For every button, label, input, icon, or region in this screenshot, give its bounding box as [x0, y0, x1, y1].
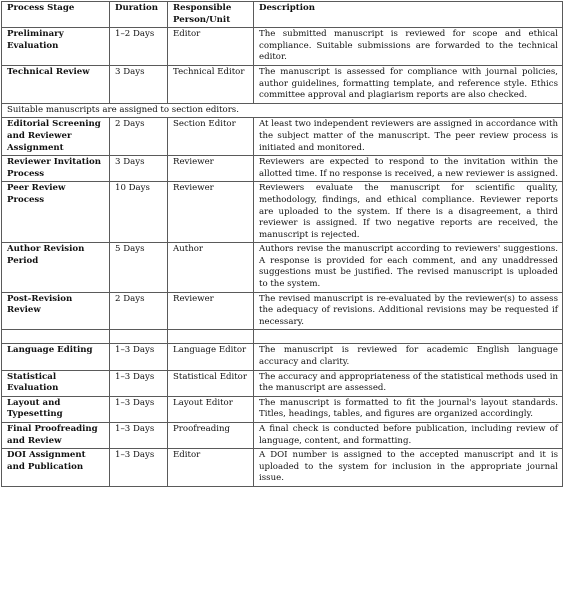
table-row: [2, 396, 563, 422]
table-row: [2, 449, 563, 487]
table-row: [2, 118, 563, 156]
duration-cell: 1–2 Days: [110, 28, 168, 66]
description-cell: A final check is conducted before publication, including review of language, content, and formatting.: [254, 423, 563, 449]
stage-cell: Preliminary Evaluation: [2, 28, 110, 66]
empty-cell: [110, 330, 168, 344]
description-cell: Reviewers are expected to respond to the invitation within the allotted time. If no response is received, a new reviewer is assigned.: [254, 156, 563, 182]
description-cell: The manuscript is formatted to fit the journal's layout standards. Titles, headings, tables, and figures are organized accordingly.: [254, 396, 563, 422]
duration-cell: 2 Days: [110, 118, 168, 156]
header-stage: Process Stage: [2, 2, 110, 28]
duration-cell: 1–3 Days: [110, 449, 168, 487]
table-row: [2, 344, 563, 370]
duration-cell: 1–3 Days: [110, 344, 168, 370]
note-cell: Suitable manuscripts are assigned to section editors.: [2, 103, 563, 118]
responsible-cell: Language Editor: [168, 344, 254, 370]
responsible-cell: Editor: [168, 449, 254, 487]
header-row: [2, 2, 563, 28]
responsible-cell: Statistical Editor: [168, 370, 254, 396]
stage-cell: Technical Review: [2, 65, 110, 103]
blank-row: [2, 330, 563, 344]
stage-cell: Author Revision Period: [2, 243, 110, 292]
table-row: [2, 370, 563, 396]
stage-cell: Editorial Screening and Reviewer Assignment: [2, 118, 110, 156]
header-description: Description: [254, 2, 563, 28]
duration-cell: 1–3 Days: [110, 423, 168, 449]
header-responsible: Responsible Person/Unit: [168, 2, 254, 28]
description-cell: A DOI number is assigned to the accepted manuscript and it is uploaded to the system for inclusion in the appropriate journal issue.: [254, 449, 563, 487]
responsible-cell: Section Editor: [168, 118, 254, 156]
empty-cell: [254, 330, 563, 344]
stage-cell: Reviewer Invitation Process: [2, 156, 110, 182]
duration-cell: 3 Days: [110, 156, 168, 182]
duration-cell: 1–3 Days: [110, 370, 168, 396]
duration-cell: 10 Days: [110, 182, 168, 243]
responsible-cell: Reviewer: [168, 156, 254, 182]
responsible-cell: Reviewer: [168, 292, 254, 330]
responsible-cell: Reviewer: [168, 182, 254, 243]
table-row: [2, 156, 563, 182]
responsible-cell: Proofreading: [168, 423, 254, 449]
responsible-cell: Layout Editor: [168, 396, 254, 422]
process-table: [1, 1, 563, 487]
stage-cell: Layout and Typesetting: [2, 396, 110, 422]
duration-cell: 1–3 Days: [110, 396, 168, 422]
responsible-cell: Technical Editor: [168, 65, 254, 103]
responsible-cell: Editor: [168, 28, 254, 66]
duration-cell: 5 Days: [110, 243, 168, 292]
duration-cell: 3 Days: [110, 65, 168, 103]
description-cell: The revised manuscript is re-evaluated by the reviewer(s) to assess the adequacy of revisions. Additional revisions may be requested if necessary.: [254, 292, 563, 330]
table-row: [2, 28, 563, 66]
table-row: [2, 243, 563, 292]
header-duration: Duration: [110, 2, 168, 28]
table-row: [2, 423, 563, 449]
duration-cell: 2 Days: [110, 292, 168, 330]
table-row: [2, 182, 563, 243]
stage-cell: Peer Review Process: [2, 182, 110, 243]
responsible-cell: Author: [168, 243, 254, 292]
description-cell: The manuscript is assessed for compliance with journal policies, author guidelines, formatting template, and reference style. Ethics committee approval and plagiarism reports are also checked.: [254, 65, 563, 103]
stage-cell: Final Proofreading and Review: [2, 423, 110, 449]
description-cell: Reviewers evaluate the manuscript for scientific quality, methodology, findings, and ethical compliance. Reviewer reports are uploaded to the system. If there is a disagreement, a third reviewer is assigned. If two negative reports are received, the manuscript is rejected.: [254, 182, 563, 243]
empty-cell: [168, 330, 254, 344]
description-cell: The submitted manuscript is reviewed for scope and ethical compliance. Suitable submissions are forwarded to the technical editor.: [254, 28, 563, 66]
empty-cell: [2, 330, 110, 344]
description-cell: Authors revise the manuscript according to reviewers' suggestions. A response is provided for each comment, and any unaddressed suggestions must be justified. The revised manuscript is uploaded to the system.: [254, 243, 563, 292]
stage-cell: DOI Assignment and Publication: [2, 449, 110, 487]
note-row: [2, 103, 563, 118]
table-row: [2, 65, 563, 103]
description-cell: The accuracy and appropriateness of the statistical methods used in the manuscript are assessed.: [254, 370, 563, 396]
stage-cell: Post-Revision Review: [2, 292, 110, 330]
table-row: [2, 292, 563, 330]
stage-cell: Statistical Evaluation: [2, 370, 110, 396]
stage-cell: Language Editing: [2, 344, 110, 370]
description-cell: At least two independent reviewers are assigned in accordance with the subject matter of the manuscript. The peer review process is initiated and monitored.: [254, 118, 563, 156]
description-cell: The manuscript is reviewed for academic English language accuracy and clarity.: [254, 344, 563, 370]
